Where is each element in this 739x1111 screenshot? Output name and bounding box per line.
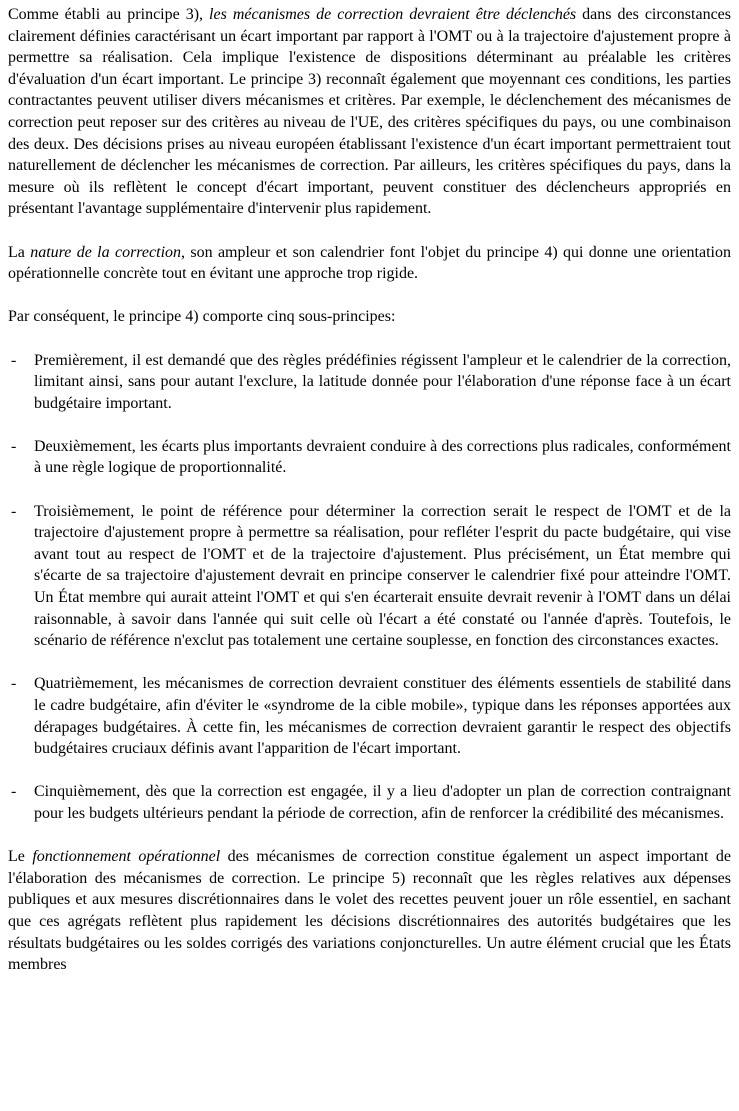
paragraph-closing-text-start: Le (8, 848, 33, 866)
bullet-text-3: Troisièmement, le point de référence pour déterminer la correction serait le respect de l'OMT et de la trajectoire d'ajustement propre à permettre sa réalisation, pour refléter l'esprit du pacte budgétaire, qui vise avant tout au respect de l'OMT et de la trajectoire d'ajustement. Plus précisément, un État membre qui s'écarte de sa trajectoire d'ajustement devrait en principe conserver le calendrier fixé pour atteindre l'OMT. Un État membre qui aurait atteint l'OMT et qui s'en écarterait ensuite devrait revenir à l'OMT dans un délai raisonnable, à savoir dans l'année qui suit celle où l'écart a été constaté ou l'année d'après. Toutefois, le scénario de référence n'exclut pas totalement une certaine souplesse, en fonction des circonstances exactes. (34, 502, 731, 650)
paragraph-lead-in (8, 306, 731, 328)
bullet-text-4: Quatrièmement, les mécanismes de correction devraient constituer des éléments essentiels de stabilité dans le cadre budgétaire, afin d'éviter le «syndrome de la cible mobile», typique dans les réponses apportées aux dérapages budgétaires. À cette fin, les mécanismes de correction devraient garantir le respect des objectifs budgétaires cruciaux définis avant l'apparition de l'écart important. (34, 675, 731, 758)
paragraph-nature-italic-phrase: nature de la correction (30, 243, 182, 261)
paragraph-nature-text-rest: , son ampleur et son calendrier font l'objet du principe 4) qui donne une orientation opérationnelle concrète tout en évitant une approche trop rigide. (8, 243, 731, 283)
bullet-item-3 (8, 501, 731, 652)
bullet-dash-4: - (11, 675, 17, 693)
paragraph-closing-italic-phrase: fonctionnement opérationnel (32, 848, 221, 866)
bullet-dash-1: - (11, 351, 17, 369)
paragraph-closing-text-rest: des mécanismes de correction constitue également un aspect important de l'élaboration des mécanismes de correction. Le principe 5) reconnaît que les règles relatives aux dépenses publiques et aux mesures discrétionnaires dans le volet des recettes peuvent jouer un rôle essentiel, en sachant que ces agrégats reflètent plus rapidement les décisions discrétionnaires des autorités budgétaires que les résultats budgétaires ou les soldes corrigés des variations conjoncturelles. Un autre élément crucial que les États membres (8, 848, 731, 974)
bullet-item-5 (8, 781, 731, 824)
bullet-text-1: Premièrement, il est demandé que des règles prédéfinies régissent l'ampleur et le calendrier de la correction, limitant ainsi, sans pour autant l'exclure, la latitude donnée pour l'élaboration d'une réponse face à un écart budgétaire important. (34, 351, 731, 412)
paragraph-intro-text-start: Comme établi au principe 3), (8, 6, 210, 23)
bullet-item-2 (8, 436, 731, 479)
paragraph-lead-in-text: Par conséquent, le principe 4) comporte cinq sous-principes: (8, 308, 396, 326)
bullet-dash-2: - (11, 437, 17, 455)
paragraph-closing (8, 846, 731, 976)
bullet-item-1 (8, 350, 731, 415)
paragraph-intro-text-rest: dans des circonstances clairement définies caractérisant un écart important par rapport à l'OMT ou à la trajectoire d'ajustement propre à permettre sa réalisation. Cela implique l'existence de dispositions déterminant au préalable les critères d'évaluation d'un écart important. Le principe 3) reconnaît également que moyennant ces conditions, les parties contractantes peuvent utiliser divers mécanismes et critères. Par exemple, le déclenchement des mécanismes de correction peut reposer sur des critères au niveau de l'UE, des critères spécifiques du pays, ou une combinaison des deux. Des décisions prises au niveau européen établissant l'existence d'un écart important permettraient tout naturellement de déclencher les mécanismes de correction. Par ailleurs, les critères spécifiques du pays, dans la mesure où ils reflètent le concept d'écart important, peuvent constituer des déclencheurs appropriés en présentant l'avantage supplémentaire d'intervenir plus rapidement. (8, 6, 732, 218)
bullet-list (8, 350, 731, 825)
paragraph-nature (8, 242, 731, 285)
bullet-dash-3: - (11, 502, 17, 520)
paragraph-intro (8, 4, 731, 220)
bullet-dash-5: - (11, 783, 17, 801)
paragraph-intro-italic-phrase: les mécanismes de correction devraient être déclenchés (209, 6, 577, 23)
paragraph-nature-text-start: La (8, 243, 31, 261)
bullet-item-4 (8, 673, 731, 759)
bullet-text-2: Deuxièmement, les écarts plus importants devraient conduire à des corrections plus radicales, conformément à une règle logique de proportionnalité. (34, 437, 731, 477)
bullet-text-5: Cinquièmement, dès que la correction est engagée, il y a lieu d'adopter un plan de correction contraignant pour les budgets ultérieurs pendant la période de correction, afin de renforcer la crédibilité des mécanismes. (34, 783, 731, 822)
